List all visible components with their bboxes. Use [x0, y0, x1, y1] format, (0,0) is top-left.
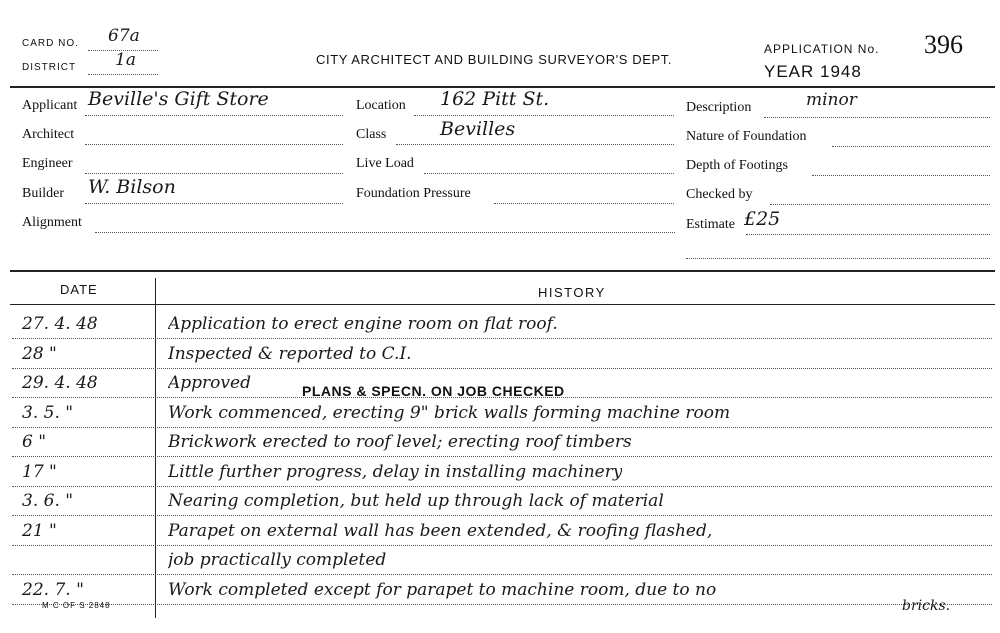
- approval-stamp: PLANS & SPECN. ON JOB CHECKED: [302, 383, 565, 399]
- row-date: 21 ": [22, 521, 57, 541]
- table-top-rule: [10, 270, 995, 272]
- table-header-rule: [10, 304, 995, 305]
- class-line: [396, 144, 674, 145]
- row-date: 22. 7. ": [22, 580, 84, 600]
- application-number: 396: [924, 30, 963, 59]
- application-label: APPLICATION No.: [764, 42, 880, 56]
- applicant-label: Applicant: [22, 98, 78, 113]
- builder-line: [85, 203, 343, 204]
- engineer-line: [85, 173, 343, 174]
- dept-title: CITY ARCHITECT AND BUILDING SURVEYOR'S DEPT.: [316, 52, 673, 67]
- builder-value: W. Bilson: [88, 176, 176, 198]
- row-date: 3. 5. ": [22, 403, 74, 423]
- date-column-divider: [155, 278, 156, 618]
- row-date: 29. 4. 48: [22, 373, 98, 393]
- district-label: DISTRICT: [22, 62, 77, 73]
- row-history-text: Work commenced, erecting 9" brick walls forming machine room: [168, 403, 731, 423]
- row-history-text: Little further progress, delay in installing machinery: [168, 462, 623, 482]
- live-load-label: Live Load: [356, 156, 414, 171]
- row-rule: [12, 574, 992, 575]
- overflow-text: bricks.: [902, 598, 951, 614]
- checked-line: [770, 204, 990, 205]
- applicant-line: [85, 115, 343, 116]
- row-history-text: Nearing completion, but held up through lack of material: [168, 491, 664, 511]
- location-value: 162 Pitt St.: [440, 88, 550, 110]
- nature-line: [832, 146, 990, 147]
- alignment-line: [95, 232, 675, 233]
- location-label: Location: [356, 98, 406, 113]
- nature-of-foundation-label: Nature of Foundation: [686, 129, 807, 144]
- class-value: Bevilles: [440, 118, 516, 140]
- row-history-text: Approved: [168, 373, 251, 393]
- description-label: Description: [686, 100, 752, 115]
- engineer-label: Engineer: [22, 156, 73, 171]
- card-no-label: CARD NO.: [22, 38, 79, 49]
- row-history-text: Work completed except for parapet to machine room, due to no: [168, 580, 717, 600]
- history-header: HISTORY: [538, 285, 606, 300]
- description-line: [764, 117, 990, 118]
- row-date: 28 ": [22, 344, 57, 364]
- row-history-text: Application to erect engine room on flat roof.: [168, 314, 558, 334]
- row-date: 27. 4. 48: [22, 314, 98, 334]
- card-no-value: 67a: [108, 26, 140, 46]
- alignment-label: Alignment: [22, 215, 82, 230]
- location-line: [414, 115, 674, 116]
- row-history-text: Inspected & reported to C.I.: [168, 344, 412, 364]
- row-rule: [12, 427, 992, 428]
- depth-line: [812, 175, 990, 176]
- row-date: 3. 6. ": [22, 491, 74, 511]
- depth-of-footings-label: Depth of Footings: [686, 158, 788, 173]
- architect-label: Architect: [22, 127, 75, 142]
- applicant-value: Beville's Gift Store: [88, 88, 269, 110]
- row-rule: [12, 604, 992, 605]
- live-load-line: [424, 173, 674, 174]
- row-rule: [12, 456, 992, 457]
- row-rule: [12, 368, 992, 369]
- foundation-pressure-label: Foundation Pressure: [356, 186, 471, 201]
- extra-line: [686, 258, 990, 259]
- row-history-text: Brickwork erected to roof level; erecting roof timbers: [168, 432, 632, 452]
- foundation-pressure-line: [494, 203, 674, 204]
- district-value: 1a: [115, 50, 136, 70]
- year-label: YEAR 1948: [764, 62, 862, 81]
- builder-label: Builder: [22, 186, 64, 201]
- date-header: DATE: [60, 282, 98, 297]
- row-history-text: job practically completed: [168, 550, 387, 570]
- district-line: [88, 74, 158, 75]
- row-rule: [12, 545, 992, 546]
- class-label: Class: [356, 127, 387, 142]
- row-date: 6 ": [22, 432, 47, 452]
- form-code: M C OF S 2848: [42, 601, 111, 610]
- architect-line: [85, 144, 343, 145]
- estimate-line: [746, 234, 990, 235]
- row-rule: [12, 338, 992, 339]
- estimate-label: Estimate: [686, 217, 735, 232]
- row-rule: [12, 486, 992, 487]
- row-history-text: Parapet on external wall has been extended, & roofing flashed,: [168, 521, 713, 541]
- row-rule: [12, 515, 992, 516]
- description-value: minor: [806, 90, 857, 110]
- estimate-value: £25: [744, 208, 781, 230]
- row-date: 17 ": [22, 462, 57, 482]
- checked-by-label: Checked by: [686, 187, 753, 202]
